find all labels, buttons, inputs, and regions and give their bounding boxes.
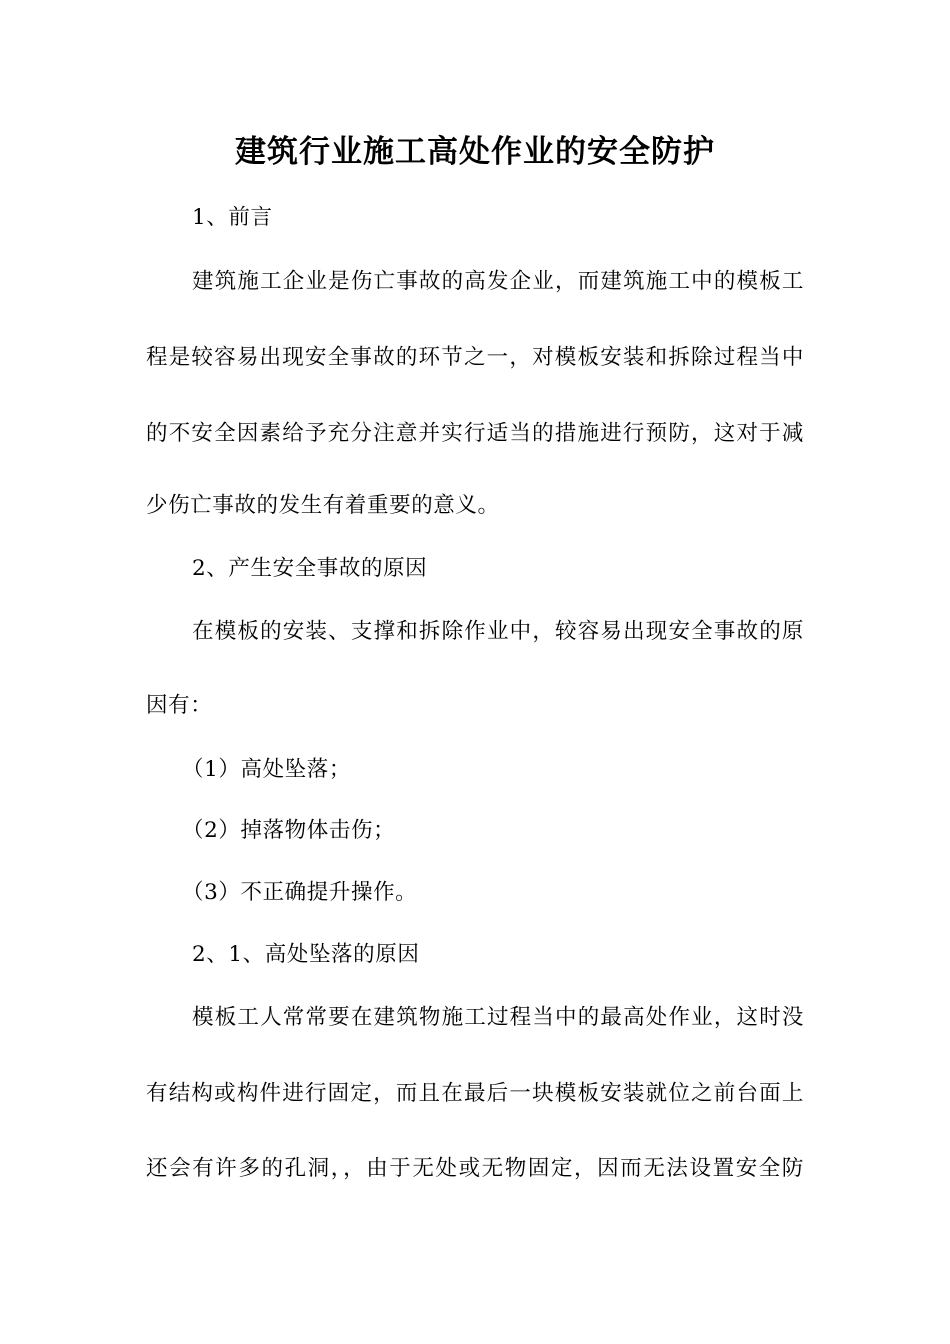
paragraph-line: 还会有许多的孔洞，，由于无处或无物固定，因而无法设置安全防 bbox=[146, 1156, 804, 1181]
section-heading-falls: 2、1、高处坠落的原因 bbox=[192, 942, 420, 967]
list-item: （2）掉落物体击伤； bbox=[182, 818, 396, 843]
section-heading-causes: 2、产生安全事故的原因 bbox=[192, 556, 428, 581]
list-item: （3）不正确提升操作。 bbox=[182, 880, 418, 905]
document-title: 建筑行业施工高处作业的安全防护 bbox=[235, 134, 715, 170]
paragraph-line: 少伤亡事故的发生有着重要的意义。 bbox=[146, 493, 500, 518]
paragraph-line: 的不安全因素给予充分注意并实行适当的措施进行预防，这对于减 bbox=[146, 421, 804, 446]
paragraph-line: 在模板的安装、支撑和拆除作业中，较容易出现安全事故的原 bbox=[192, 619, 804, 644]
paragraph-line: 建筑施工企业是伤亡事故的高发企业，而建筑施工中的模板工 bbox=[192, 269, 804, 294]
paragraph-line: 有结构或构件进行固定，而且在最后一块模板安装就位之前台面上 bbox=[146, 1081, 804, 1106]
paragraph-line: 因有： bbox=[146, 693, 213, 718]
paragraph-line: 模板工人常常要在建筑物施工过程当中的最高处作业，这时没 bbox=[192, 1005, 804, 1030]
paragraph-line: 程是较容易出现安全事故的环节之一，对模板安装和拆除过程当中 bbox=[146, 345, 804, 370]
section-heading-preface: 1、前言 bbox=[192, 205, 273, 230]
list-item: （1）高处坠落； bbox=[182, 757, 351, 782]
